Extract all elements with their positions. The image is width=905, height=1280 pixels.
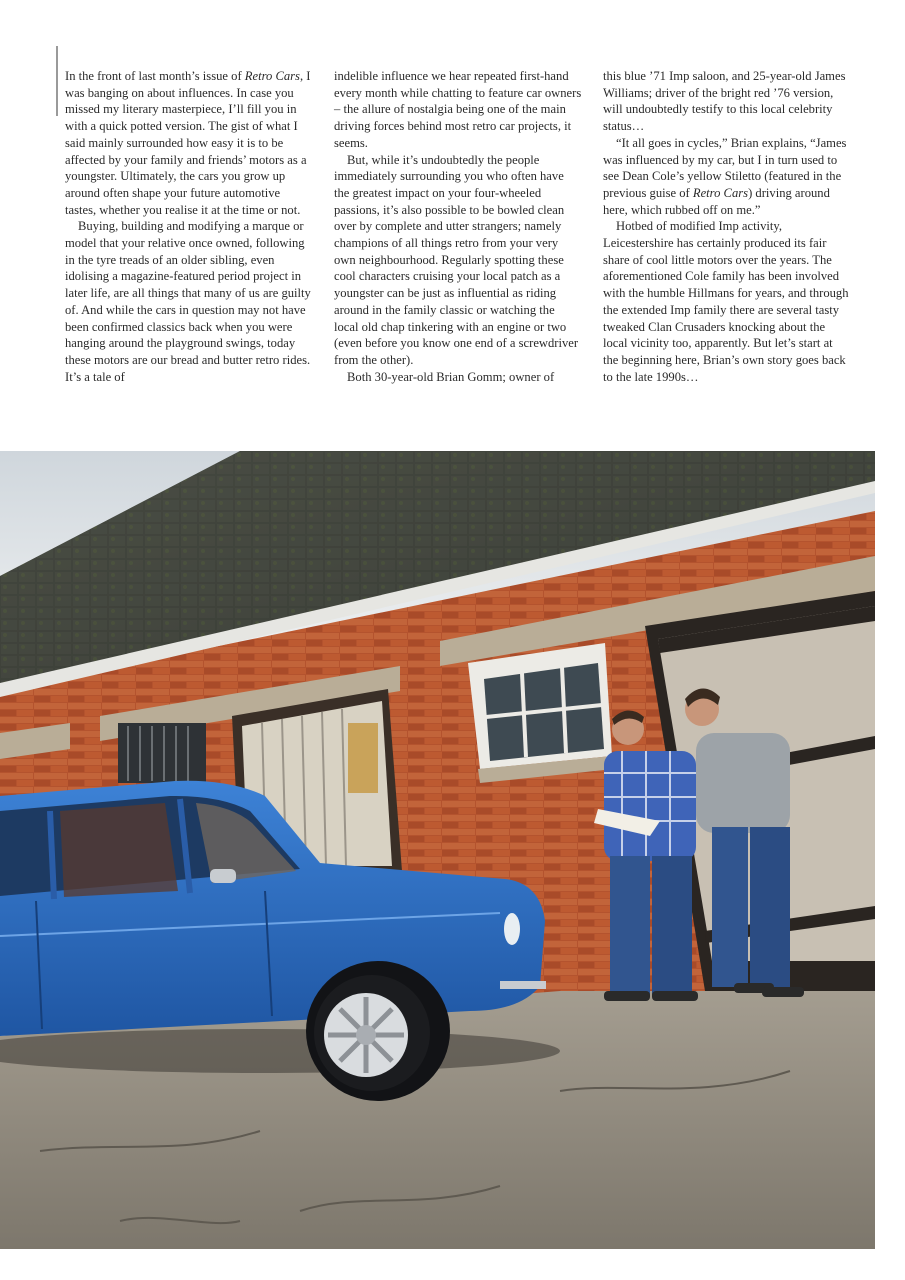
paragraph: indelible influence we hear repeated first-hand every month while chatting to feature car owners – the allure of nostalgia being one of the main driving forces behind most retro car projects, it seems. bbox=[334, 69, 582, 150]
article-column-1 bbox=[65, 68, 313, 385]
paragraph: Buying, building and modifying a marque or model that your relative once owned, following in the tyre treads of an older sibling, even idolising a magazine-featured period project in later life, are all things that many of us are guilty of. And while the cars in question may not have been confirmed classics back when you were hanging around the playground swings, today these motors are our bread and butter retro rides. It’s a tale of bbox=[65, 219, 311, 384]
paragraph: But, while it’s undoubtedly the people immediately surrounding you who often have the greatest impact on your four-wheeled passions, it’s also possible to be bowled clean over by complete and utter strangers; namely champions of all things retro from your very own neighbourhood. Regularly spotting these cool characters cruising your local patch as a youngster can be just as influential as riding around in the family classic or watching the local old chap tinkering with an engine or two (even before you know one end of a screwdriver from the other). bbox=[334, 152, 579, 367]
vent-window bbox=[118, 723, 206, 783]
article-column-3 bbox=[603, 68, 851, 385]
feature-photo bbox=[0, 451, 875, 1249]
photo-illustration bbox=[0, 451, 875, 1249]
text-run: “It all goes in cycles,” Brian explains, “James was influenced by my car, but I in turn used to see Dean Cole’s yellow Stiletto (featured in the previous guise of bbox=[603, 135, 847, 200]
column-rule bbox=[56, 46, 58, 116]
paragraph bbox=[65, 68, 313, 218]
magazine-title: Retro Cars bbox=[244, 69, 300, 83]
text-run: , I was banging on about influences. In case you missed my literary masterpiece, I’ll fill you in with a quick potted version. The gist of what I said mainly surrounded how easy it is to be affected by your family and friends’ motors as a youngster. Ultimately, the cars you grow up around often shape your future automotive tastes, whether you realise it at the time or not. bbox=[65, 69, 311, 217]
text-run: In the front of last month’s issue of bbox=[65, 69, 245, 83]
paragraph: Both 30-year-old Brian Gomm; owner of bbox=[347, 369, 555, 384]
text-run: ) driving around here, which rubbed off on me.” bbox=[603, 185, 830, 217]
article-column-2 bbox=[334, 68, 582, 385]
paragraph: this blue ’71 Imp saloon, and 25-year-old James Williams; driver of the bright red ’76 version, will undoubtedly testify to this local celebrity status… bbox=[603, 69, 846, 134]
magazine-title: Retro Cars bbox=[692, 185, 749, 200]
paragraph bbox=[603, 135, 851, 219]
paragraph: Hotbed of modified Imp activity, Leicestershire has certainly produced its fair share of cool little motors over the years. The aforementioned Cole family has been involved with the humble Hillmans for years, and through the extended Imp family there are several tasty tweaked Clan Crusaders knocking about the local vicinity too, apparently. But let’s start at the beginning here, Brian’s own story goes back to the late 1990s… bbox=[603, 219, 849, 384]
